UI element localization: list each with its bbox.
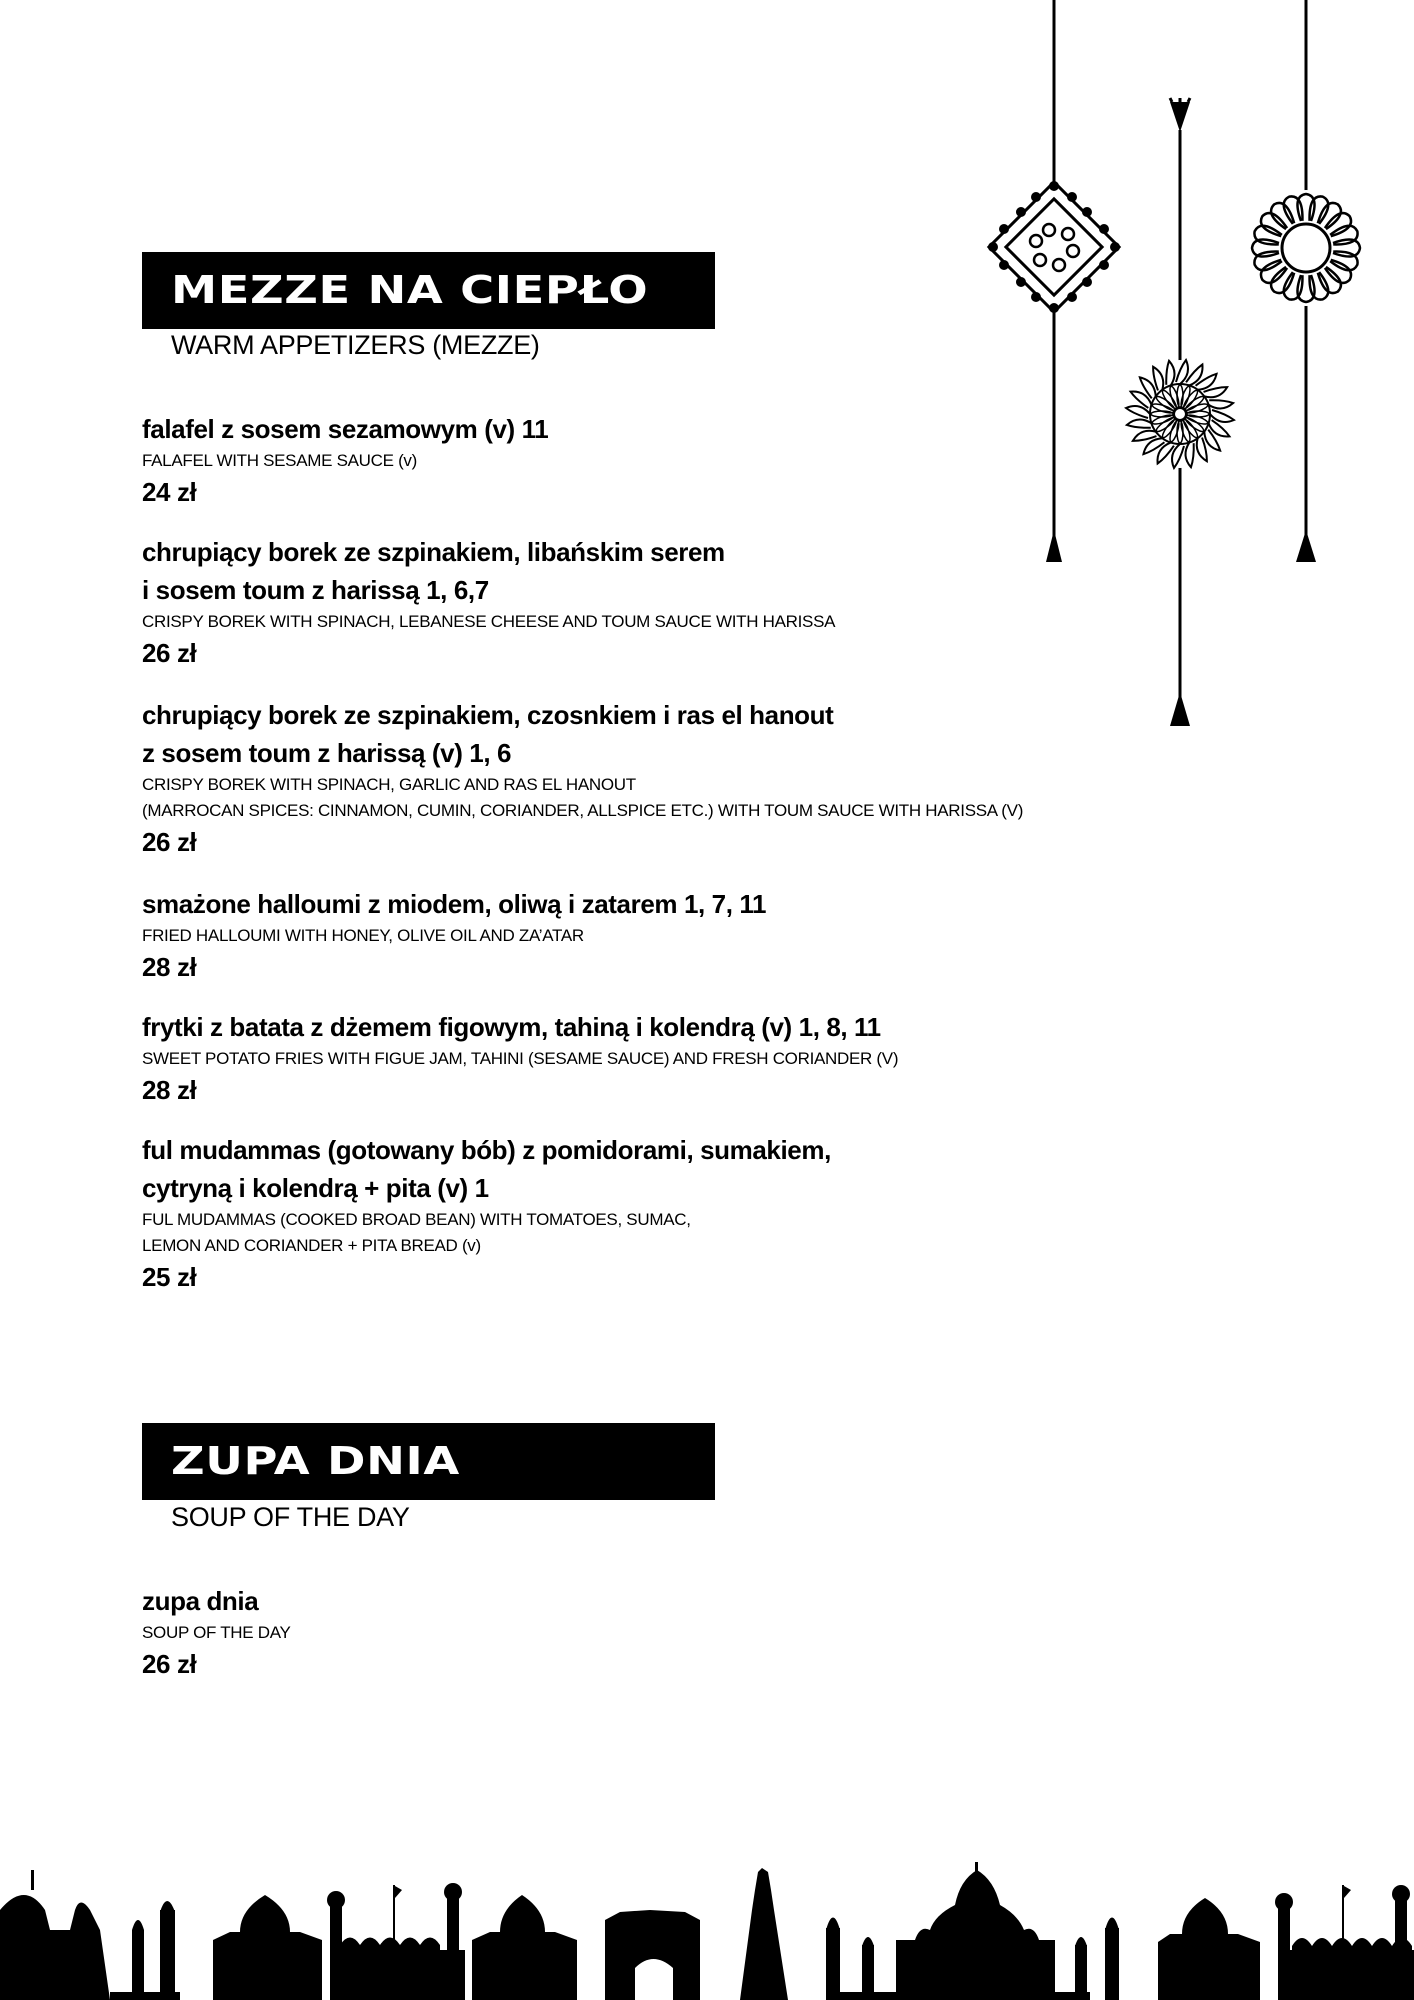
- section-header-soup: [142, 1423, 715, 1500]
- item-description: SOUP OF THE DAY: [142, 1623, 291, 1642]
- sun-ornament-icon: [1248, 190, 1364, 306]
- item-name: smażone halloumi z miodem, oliwą i zatarem 1, 7, 11: [142, 889, 767, 919]
- item-price: 26 zł: [142, 827, 197, 857]
- section-header-mezze: [142, 252, 715, 329]
- item-description: CRISPY BOREK WITH SPINACH, GARLIC AND RAS EL HANOUT: [142, 775, 636, 794]
- item-price: 26 zł: [142, 1649, 197, 1679]
- menu-item: [142, 1582, 291, 1682]
- item-description: FRIED HALLOUMI WITH HONEY, OLIVE OIL AND ZA’ATAR: [142, 926, 584, 945]
- item-description: FUL MUDAMMAS (COOKED BROAD BEAN) WITH TOMATOES, SUMAC,: [142, 1210, 691, 1229]
- item-description: CRISPY BOREK WITH SPINACH, LEBANESE CHEESE AND TOUM SAUCE WITH HARISSA: [142, 612, 836, 631]
- section-subtitle: SOUP OF THE DAY: [171, 1502, 410, 1532]
- section-subtitle: WARM APPETIZERS (MEZZE): [171, 330, 540, 360]
- tassel-icon: [1296, 530, 1316, 562]
- diamond-ornament-icon: [988, 0, 1120, 540]
- item-name: chrupiący borek ze szpinakiem, libańskim serem: [142, 537, 725, 567]
- section-title: MEZZE NA CIEPŁO: [171, 268, 649, 312]
- hanging-ornaments: [980, 0, 1380, 740]
- item-price: 26 zł: [142, 638, 197, 668]
- item-name: frytki z batata z dżemem figowym, tahiną i kolendrą (v) 1, 8, 11: [142, 1012, 881, 1042]
- menu-item: [142, 1008, 898, 1108]
- item-description: LEMON AND CORIANDER + PITA BREAD (v): [142, 1236, 481, 1255]
- item-price: 28 zł: [142, 952, 197, 982]
- item-name: ful mudammas (gotowany bób) z pomidorami, sumakiem,: [142, 1135, 831, 1165]
- item-description: SWEET POTATO FRIES WITH FIGUE JAM, TAHINI (SESAME SAUCE) AND FRESH CORIANDER (V): [142, 1049, 899, 1068]
- menu-item: [142, 1131, 831, 1295]
- menu-item: [142, 696, 1023, 860]
- menu-item: [142, 410, 548, 510]
- item-name: zupa dnia: [142, 1586, 259, 1616]
- item-price: 28 zł: [142, 1075, 197, 1105]
- mandala-ornament-icon: [1126, 360, 1234, 468]
- item-name: i sosem toum z harissą 1, 6,7: [142, 575, 489, 605]
- menu-item: [142, 533, 835, 671]
- tassel-icon: [1046, 530, 1062, 562]
- item-name: falafel z sosem sezamowym (v) 11: [142, 414, 549, 444]
- item-name: z sosem toum z harissą (v) 1, 6: [142, 738, 512, 768]
- item-name: cytryną i kolendrą + pita (v) 1: [142, 1173, 489, 1203]
- item-price: 24 zł: [142, 477, 197, 507]
- section-title: ZUPA DNIA: [171, 1439, 460, 1483]
- item-name: chrupiący borek ze szpinakiem, czosnkiem i ras el hanout: [142, 700, 834, 730]
- item-price: 25 zł: [142, 1262, 197, 1292]
- indian-monuments-skyline: [0, 1850, 1414, 2000]
- item-description: FALAFEL WITH SESAME SAUCE (v): [142, 451, 417, 470]
- tassel-icon: [1170, 98, 1190, 132]
- item-description: (MARROCAN SPICES: CINNAMON, CUMIN, CORIANDER, ALLSPICE ETC.) WITH TOUM SAUCE WITH HARISSA (V): [142, 801, 1024, 820]
- tassel-icon: [1170, 692, 1190, 726]
- menu-item: [142, 885, 766, 985]
